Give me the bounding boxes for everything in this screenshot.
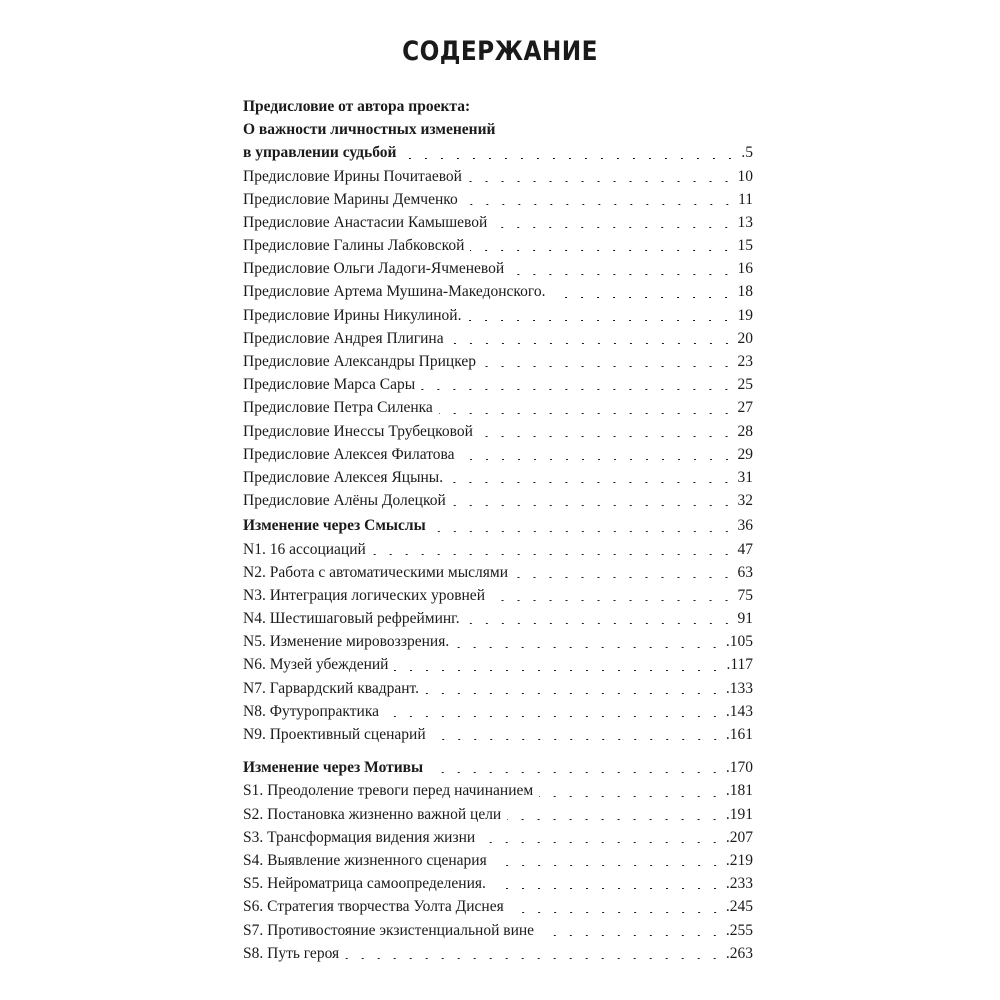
dot-leader (540, 935, 723, 936)
page-number: .161 (725, 726, 753, 744)
entry-title: S2. Постановка жизненно важной цели (243, 805, 502, 823)
dot-leader (493, 865, 723, 866)
dot-leader (439, 413, 735, 414)
page-number: .170 (725, 759, 753, 777)
page-number: .255 (725, 921, 753, 939)
page-number: 28 (737, 422, 753, 440)
page-number: 36 (737, 517, 753, 535)
entry-title: S3. Трансформация видения жизни (243, 828, 476, 846)
toc-entry[interactable] (243, 538, 753, 561)
toc-entry[interactable] (243, 396, 753, 419)
entry-title: Предисловие Артема Мушина-Македонского. (243, 283, 546, 301)
dot-leader (385, 716, 723, 717)
toc-entry[interactable] (243, 304, 753, 327)
entry-title: Предисловие Галины Лабковской (243, 237, 465, 255)
toc-entry[interactable] (243, 849, 753, 872)
toc-entry-intro[interactable] (243, 141, 753, 164)
toc-entry[interactable] (243, 466, 753, 489)
page-number: 11 (738, 190, 753, 208)
entry-title: N1. 16 ассоциаций (243, 540, 366, 558)
entry-title: N4. Шестишаговый рефрейминг. (243, 610, 460, 628)
dot-leader (492, 888, 723, 889)
page-number: .181 (725, 782, 753, 800)
page-number: .105 (725, 633, 753, 651)
dot-leader (466, 623, 735, 624)
dot-leader (470, 250, 734, 251)
toc-entry[interactable] (243, 723, 753, 746)
page-number: .133 (725, 679, 753, 697)
section-title: Изменение через Смыслы (243, 517, 426, 535)
toc-entry[interactable] (243, 779, 753, 802)
page-number: 27 (737, 399, 753, 417)
dot-leader (432, 739, 723, 740)
toc-entry[interactable] (243, 489, 753, 512)
page-number: 47 (737, 540, 753, 558)
intro-line-1 (243, 95, 753, 118)
toc-entry[interactable] (243, 443, 753, 466)
toc-entry[interactable] (243, 561, 753, 584)
entry-title: Предисловие Андрея Плигина (243, 329, 444, 347)
dot-leader (481, 842, 723, 843)
toc-entry[interactable] (243, 234, 753, 257)
section-motives-list (243, 779, 753, 965)
toc-entry[interactable] (243, 919, 753, 942)
page-number: 91 (737, 610, 753, 628)
entry-title: Предисловие Марины Демченко (243, 190, 458, 208)
toc-entry[interactable] (243, 327, 753, 350)
toc-entry[interactable] (243, 281, 753, 304)
page-number: .143 (725, 702, 753, 720)
page-number: 25 (737, 376, 753, 394)
toc-entry[interactable] (243, 942, 753, 965)
page-number: 18 (737, 283, 753, 301)
entry-title: N9. Проективный сценарий (243, 726, 426, 744)
page-number: .263 (725, 944, 753, 962)
dot-leader (507, 819, 723, 820)
entry-title: Предисловие Ирины Никулиной. (243, 306, 462, 324)
dot-leader (551, 297, 734, 298)
dot-leader (514, 577, 735, 578)
dot-leader (510, 274, 734, 275)
page-number: 29 (737, 445, 753, 463)
toc-entry[interactable] (243, 211, 753, 234)
toc-entry[interactable] (243, 700, 753, 723)
toc-entry[interactable] (243, 630, 753, 653)
entry-title: S8. Путь героя (243, 944, 340, 962)
toc-entry[interactable] (243, 607, 753, 630)
page-number: .207 (725, 828, 753, 846)
entry-title: S5. Нейроматрица самоопределения. (243, 875, 486, 893)
toc-entry[interactable] (243, 584, 753, 607)
dot-leader (402, 158, 738, 159)
toc-entry[interactable] (243, 677, 753, 700)
toc-entry[interactable] (243, 350, 753, 373)
page-number: 32 (737, 492, 753, 510)
page-title: СОДЕРЖАНИЕ (402, 36, 598, 67)
page-number: .5 (741, 144, 753, 162)
toc-entry[interactable] (243, 895, 753, 918)
section-heading-meanings[interactable] (243, 514, 753, 537)
dot-leader (449, 482, 734, 483)
entry-title: Предисловие Петра Силенка (243, 399, 433, 417)
intro-title-line-1: Предисловие от автора проекта: (243, 97, 471, 115)
dot-leader (372, 554, 735, 555)
entry-title: Предисловие Анастасии Камышевой (243, 213, 488, 231)
dot-leader (539, 796, 723, 797)
page-number: 16 (737, 260, 753, 278)
page-number: 13 (737, 213, 753, 231)
entry-title: Предисловие Алексея Яцыны. (243, 468, 444, 486)
entry-title: Предисловие Александры Прицкер (243, 353, 476, 371)
entry-title: N6. Музей убеждений (243, 656, 389, 674)
entry-title: S1. Преодоление тревоги перед начинанием (243, 782, 534, 800)
toc-entry[interactable] (243, 803, 753, 826)
dot-leader (468, 181, 735, 182)
entry-title: N7. Гарвардский квадрант. (243, 679, 420, 697)
entry-title: N8. Футуропрактика (243, 702, 380, 720)
entry-title: S7. Противостояние экзистенциальной вине (243, 921, 535, 939)
forewords-list (243, 165, 753, 513)
toc-entry[interactable] (243, 257, 753, 280)
toc-entry[interactable] (243, 373, 753, 396)
toc-entry[interactable] (243, 654, 753, 677)
entry-title: N3. Интеграция логических уровней (243, 586, 485, 604)
dot-leader (450, 343, 735, 344)
dot-leader (455, 647, 723, 648)
section-heading-motives[interactable] (243, 756, 753, 779)
page-number: 20 (737, 329, 753, 347)
entry-title: N2. Работа с автоматическими мыслями (243, 563, 508, 581)
dot-leader (429, 772, 723, 773)
entry-title: Предисловие Ольги Ладоги-Ячменевой (243, 260, 505, 278)
dot-leader (394, 670, 723, 671)
page-number: 15 (737, 237, 753, 255)
toc-entry[interactable] (243, 872, 753, 895)
dot-leader (345, 958, 723, 959)
toc-entry[interactable] (243, 165, 753, 188)
entry-title: Предисловие Алёны Долецкой (243, 492, 446, 510)
dot-leader (421, 389, 734, 390)
dot-leader (467, 320, 734, 321)
section-title: Изменение через Мотивы (243, 759, 424, 777)
page-number: 31 (737, 468, 753, 486)
page-number: 23 (737, 353, 753, 371)
entry-title: Предисловие Ирины Почитаевой (243, 167, 462, 185)
toc-entry[interactable] (243, 188, 753, 211)
entry-title: S4. Выявление жизненного сценария (243, 851, 487, 869)
page-number: .117 (726, 656, 753, 674)
entry-title: Предисловие Инессы Трубецковой (243, 422, 473, 440)
entry-title: S6. Стратегия творчества Уолта Диснея (243, 898, 504, 916)
dot-leader (479, 436, 735, 437)
intro-line-2 (243, 118, 753, 141)
page-number: .191 (725, 805, 753, 823)
page-number: 10 (737, 167, 753, 185)
dot-leader (452, 505, 735, 506)
page-number: .233 (725, 875, 753, 893)
dot-leader (510, 912, 723, 913)
page-number: 19 (737, 306, 753, 324)
table-of-contents (243, 95, 753, 965)
entry-title: N5. Изменение мировоззрения. (243, 633, 450, 651)
toc-entry[interactable] (243, 826, 753, 849)
entry-title: Предисловие Марса Сары (243, 376, 416, 394)
dot-leader (482, 366, 735, 367)
dot-leader (461, 459, 735, 460)
dot-leader (425, 693, 723, 694)
dot-leader (432, 531, 735, 532)
dot-leader (491, 600, 735, 601)
entry-title: Предисловие Алексея Филатова (243, 445, 455, 463)
intro-title-line-2: О важности личностных изменений (243, 121, 496, 139)
page-number: 75 (737, 586, 753, 604)
page-number: .219 (725, 851, 753, 869)
section-meanings-list (243, 538, 753, 747)
dot-leader (464, 204, 735, 205)
page-number: 63 (737, 563, 753, 581)
intro-title-line-3: в управлении судьбой (243, 144, 397, 162)
page-number: .245 (725, 898, 753, 916)
dot-leader (493, 227, 734, 228)
toc-entry[interactable] (243, 420, 753, 443)
